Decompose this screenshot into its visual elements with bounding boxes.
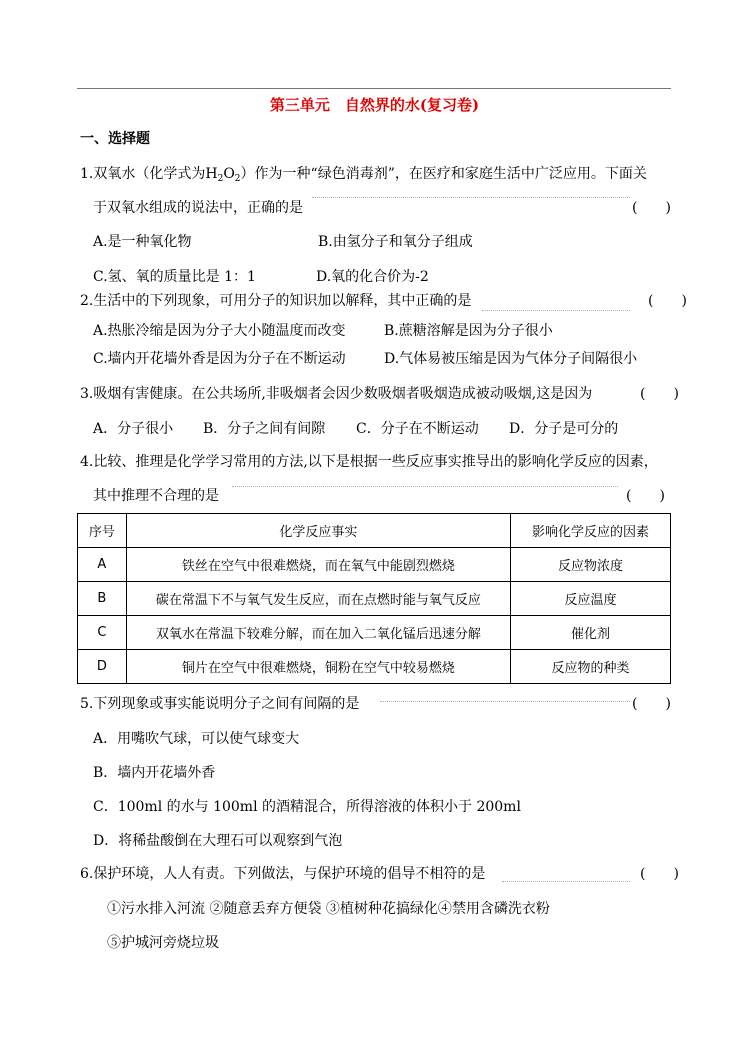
table-row	[78, 650, 671, 684]
answer-leader-dots	[312, 197, 630, 198]
q6-items-line1: ①污水排入河流 ②随意丢弃方便袋 ③植树种花搞绿化④禁用含磷洗衣粉	[107, 901, 550, 917]
q3-option-c: C．分子在不断运动	[356, 421, 479, 437]
answer-leader-dots	[380, 701, 630, 702]
table-cell: 反应物浓度	[511, 548, 671, 582]
table-row	[78, 616, 671, 650]
table-header-row	[78, 514, 671, 548]
table-cell: C	[78, 616, 127, 650]
q5-option-c: C．100ml 的水与 100ml 的酒精混合，所得溶液的体积小于 200ml	[93, 799, 521, 815]
q1-option-b: B.由氢分子和氧分子组成	[318, 234, 473, 250]
q2-option-a: A.热胀冷缩是因为分子大小随温度而改变	[93, 323, 346, 339]
question-2-stem: 2.生活中的下列现象，可用分子的知识加以解释，其中正确的是	[80, 293, 472, 309]
q5-option-b: B．墙内开花墙外香	[93, 765, 216, 781]
table-cell: 双氧水在常温下较难分解，而在加入二氧化锰后迅速分解	[126, 616, 510, 650]
q1-option-c: C.氢、氧的质量比是 1：1	[93, 269, 256, 285]
answer-leader-dots	[502, 881, 630, 882]
q3-option-a: A．分子很小	[93, 421, 174, 437]
section-heading: 一、选择题	[80, 131, 150, 147]
answer-leader-dots	[482, 310, 630, 311]
table-cell: B	[78, 582, 127, 616]
answer-blank: ( )	[626, 488, 665, 504]
table-cell: 铁丝在空气中很难燃烧，而在氧气中能剧烈燃烧	[126, 548, 510, 582]
q5-option-a: A．用嘴吹气球，可以使气球变大	[93, 731, 300, 747]
table-cell: 催化剂	[511, 616, 671, 650]
q1-subscript-2: 2	[234, 174, 241, 184]
table-row	[78, 548, 671, 582]
table-cell: 反应物的种类	[511, 650, 671, 684]
q1-option-d: D.氧的化合价为-2	[316, 269, 429, 285]
question-3-stem: 3.吸烟有害健康。在公共场所,非吸烟者会因少数吸烟者吸烟造成被动吸烟,这是因为	[80, 386, 593, 402]
q1-text-b: O	[223, 166, 235, 182]
q3-option-d: D．分子是可分的	[509, 421, 619, 437]
q3-option-b: B．分子之间有间隙	[203, 421, 326, 437]
table-header-cell: 化学反应事实	[126, 514, 510, 548]
question-4-stem-line2: 其中推理不合理的是	[93, 488, 219, 504]
question-1-stem-line2: 于双氧水组成的说法中，正确的是	[93, 200, 303, 216]
table-row	[78, 582, 671, 616]
q2-option-c: C.墙内开花墙外香是因为分子在不断运动	[93, 351, 346, 367]
question-4-stem-line1: 4.比较、推理是化学学习常用的方法,以下是根据一些反应事实推导出的影响化学反应的因素，	[80, 454, 658, 470]
table-cell: 反应温度	[511, 582, 671, 616]
table-header-cell: 序号	[78, 514, 127, 548]
q1-option-a: A.是一种氧化物	[93, 234, 192, 250]
table-header-cell: 影响化学反应的因素	[511, 514, 671, 548]
q1-text-c: ）作为一种“绿色消毒剂”，在医疗和家庭生活中广泛应用。下面关	[240, 166, 647, 182]
q5-option-d: D．将稀盐酸倒在大理石可以观察到气泡	[93, 833, 343, 849]
q1-subscript-1: 2	[217, 174, 224, 184]
q6-items-line2: ⑤护城河旁烧垃圾	[107, 935, 219, 951]
question-6-stem: 6.保护环境，人人有责。下列做法，与保护环境的倡导不相符的是	[80, 866, 486, 882]
question-5-stem: 5.下列现象或事实能说明分子之间有间隔的是	[80, 696, 360, 712]
answer-blank: ( )	[640, 866, 679, 882]
table-cell: 碳在常温下不与氧气发生反应，而在点燃时能与氧气反应	[126, 582, 510, 616]
q1-text-a: 1.双氧水（化学式为H	[80, 166, 218, 182]
q2-option-d: D.气体易被压缩是因为气体分子间隔很小	[384, 351, 638, 367]
answer-blank: ( )	[640, 386, 679, 402]
reaction-facts-table	[77, 513, 671, 684]
answer-blank: ( )	[648, 293, 687, 309]
answer-blank: ( )	[632, 200, 671, 216]
table-cell: 铜片在空气中很难燃烧，铜粉在空气中较易燃烧	[126, 650, 510, 684]
header-rule	[77, 88, 671, 89]
table-cell: D	[78, 650, 127, 684]
table-cell: A	[78, 548, 127, 582]
answer-blank: ( )	[632, 696, 671, 712]
q2-option-b: B.蔗糖溶解是因为分子很小	[384, 323, 553, 339]
answer-leader-dots	[232, 486, 618, 487]
page-title: 第三单元 自然界的水(复习卷)	[269, 96, 480, 114]
question-1-stem-line1	[80, 165, 647, 188]
